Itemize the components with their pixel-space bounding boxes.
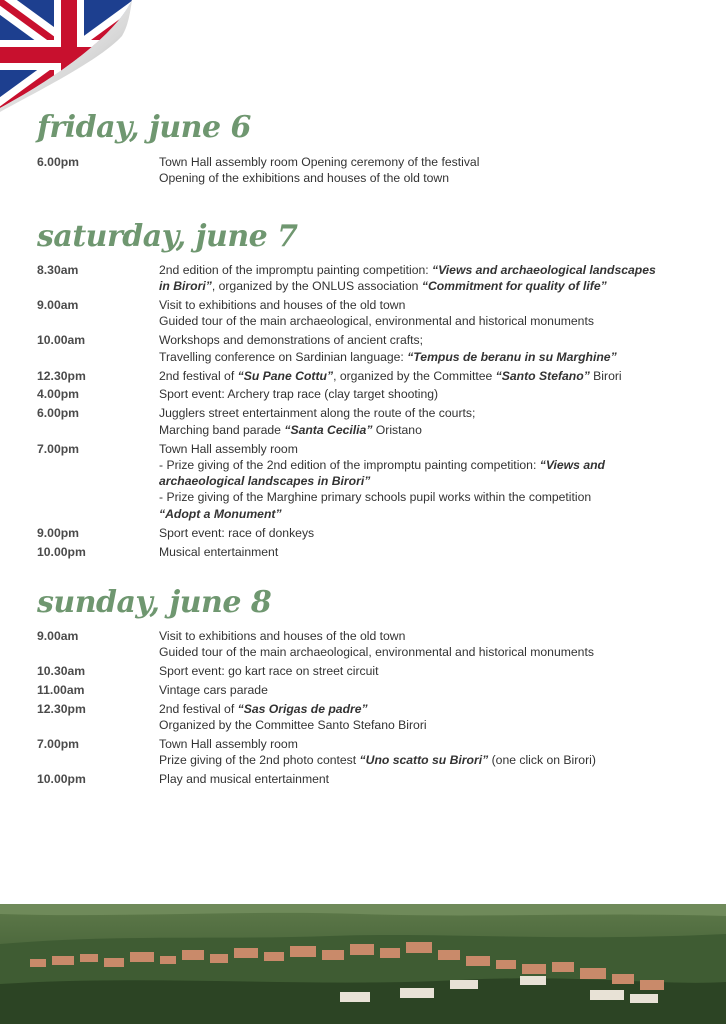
event-time: 9.00am (37, 298, 79, 313)
event-text: Jugglers street entertainment along the route of the courts; (159, 406, 476, 421)
event-title-emphasis: archaeological landscapes in Birori” (159, 474, 371, 489)
event-title-emphasis: “Tempus de beranu in su Marghine” (407, 349, 617, 364)
event-text: Prize giving of the 2nd photo contest (159, 753, 360, 768)
event-list-friday (37, 154, 705, 189)
event-row (37, 682, 705, 698)
event-description (159, 262, 705, 295)
event-row (37, 262, 705, 295)
event-time: 12.30pm (37, 368, 86, 383)
event-description (159, 682, 705, 698)
event-row (37, 332, 705, 365)
event-text: 2nd festival of (159, 701, 238, 716)
village-landscape-photo (0, 904, 726, 1024)
event-time: 8.30am (37, 263, 79, 277)
event-description (159, 154, 705, 187)
event-list-saturday (37, 262, 705, 562)
event-text: Visit to exhibitions and houses of the old town (159, 298, 406, 313)
event-description-line (159, 368, 705, 384)
event-text: Guided tour of the main archaeological, environmental and historical monuments (159, 314, 594, 329)
event-row (37, 441, 705, 522)
event-description-line (159, 628, 705, 644)
event-title-emphasis: “Uno scatto su Birori” (359, 753, 489, 768)
event-description-line (159, 349, 705, 365)
event-row (37, 628, 705, 661)
event-text: Town Hall assembly room Opening ceremony of the festival (159, 155, 480, 169)
event-description-line (159, 771, 705, 787)
event-time: 12.30pm (37, 701, 86, 716)
event-text: - Prize giving of the 2nd edition of the impromptu painting competition: (159, 457, 540, 472)
event-text: Visit to exhibitions and houses of the old town (159, 629, 406, 643)
event-row (37, 663, 705, 679)
event-text: Workshops and demonstrations of ancient crafts; (159, 333, 423, 348)
event-text: 2nd festival of (159, 368, 238, 383)
event-text: Musical entertainment (159, 544, 279, 559)
event-description (159, 544, 705, 560)
event-title-emphasis: “Commitment for quality of life” (421, 279, 607, 294)
event-time: 10.00pm (37, 772, 86, 787)
event-row (37, 544, 705, 560)
event-description-line (159, 544, 705, 560)
event-description (159, 525, 705, 541)
event-description-line (159, 736, 705, 752)
event-time: 7.00pm (37, 441, 80, 456)
event-description-line (159, 701, 705, 717)
event-row (37, 771, 705, 787)
event-row (37, 154, 705, 187)
event-description (159, 386, 705, 402)
event-text: Sport event: Archery trap race (clay target shooting) (159, 387, 439, 402)
event-description-line (159, 644, 705, 660)
event-text: Play and musical entertainment (159, 772, 330, 787)
event-description-line (159, 489, 705, 505)
event-description-line (159, 332, 705, 348)
event-list-sunday (37, 628, 705, 790)
event-text: Vintage cars parade (159, 683, 268, 698)
event-description-line (159, 663, 705, 679)
event-time: 10.00am (37, 333, 86, 348)
event-time: 6.00pm (37, 155, 80, 169)
event-description-line (159, 297, 705, 313)
event-row (37, 368, 705, 384)
event-text: Guided tour of the main archaeological, environmental and historical monuments (159, 645, 594, 660)
event-description-line (159, 386, 705, 402)
event-title-emphasis: “Views and (539, 457, 605, 472)
union-jack-flag-icon (0, 0, 150, 112)
event-description (159, 441, 705, 522)
event-row (37, 736, 705, 769)
event-description (159, 297, 705, 330)
day-heading-friday: friday, june 6 (37, 110, 251, 145)
event-description-line (159, 525, 705, 541)
event-description-line (159, 405, 705, 421)
event-description (159, 332, 705, 365)
event-description-line (159, 717, 705, 733)
event-title-emphasis: “Su Pane Cottu” (237, 368, 334, 383)
event-title-emphasis: “Santa Cecilia” (284, 422, 373, 437)
event-time: 7.00pm (37, 737, 80, 752)
event-description-line (159, 313, 705, 329)
event-description-line (159, 170, 705, 186)
event-time: 6.00pm (37, 406, 80, 421)
event-title-emphasis: “Views and archaeological landscapes (432, 263, 656, 277)
day-heading-saturday: saturday, june 7 (37, 219, 298, 254)
event-description-line (159, 682, 705, 698)
event-text: Travelling conference on Sardinian language: (159, 349, 408, 364)
event-text: Organized by the Committee Santo Stefano Birori (159, 718, 427, 733)
event-description-line (159, 457, 705, 473)
event-text: Birori (589, 368, 622, 383)
event-text: - Prize giving of the Marghine primary schools pupil works within the competition (159, 490, 592, 505)
event-row (37, 386, 705, 402)
event-row (37, 701, 705, 734)
event-text: Sport event: go kart race on street circuit (159, 664, 379, 679)
event-text: (one click on Birori) (488, 753, 596, 768)
event-time: 10.30am (37, 664, 86, 679)
event-description (159, 663, 705, 679)
event-text: , organized by the ONLUS association (211, 279, 422, 294)
event-title-emphasis: “Adopt a Monument” (159, 506, 282, 521)
event-text: Town Hall assembly room (159, 441, 298, 456)
event-text: Marching band parade (159, 422, 285, 437)
event-description-line (159, 262, 705, 278)
event-description-line (159, 752, 705, 768)
event-description-line (159, 422, 705, 438)
day-heading-sunday: sunday, june 8 (37, 585, 272, 620)
event-time: 10.00pm (37, 544, 86, 559)
event-time: 9.00pm (37, 525, 80, 540)
event-title-emphasis: in Birori” (159, 279, 212, 294)
event-row (37, 525, 705, 541)
event-description-line (159, 506, 705, 522)
event-text: , organized by the Committee (333, 368, 496, 383)
event-title-emphasis: “Sas Origas de padre” (237, 701, 368, 716)
event-description (159, 628, 705, 661)
event-description (159, 736, 705, 769)
event-description-line (159, 154, 705, 170)
event-row (37, 297, 705, 330)
event-description (159, 405, 705, 438)
event-text: 2nd edition of the impromptu painting competition: (159, 263, 433, 277)
event-text: Opening of the exhibitions and houses of the old town (159, 171, 449, 186)
event-row (37, 405, 705, 438)
event-title-emphasis: “Santo Stefano” (495, 368, 590, 383)
event-time: 11.00am (37, 683, 85, 698)
event-description (159, 701, 705, 734)
event-time: 9.00am (37, 629, 79, 643)
event-description (159, 771, 705, 787)
event-text: Town Hall assembly room (159, 737, 298, 752)
event-description-line (159, 278, 705, 294)
event-description (159, 368, 705, 384)
event-text: Oristano (372, 422, 422, 437)
event-description-line (159, 473, 705, 489)
event-description-line (159, 441, 705, 457)
event-text: Sport event: race of donkeys (159, 525, 315, 540)
event-time: 4.00pm (37, 387, 80, 402)
